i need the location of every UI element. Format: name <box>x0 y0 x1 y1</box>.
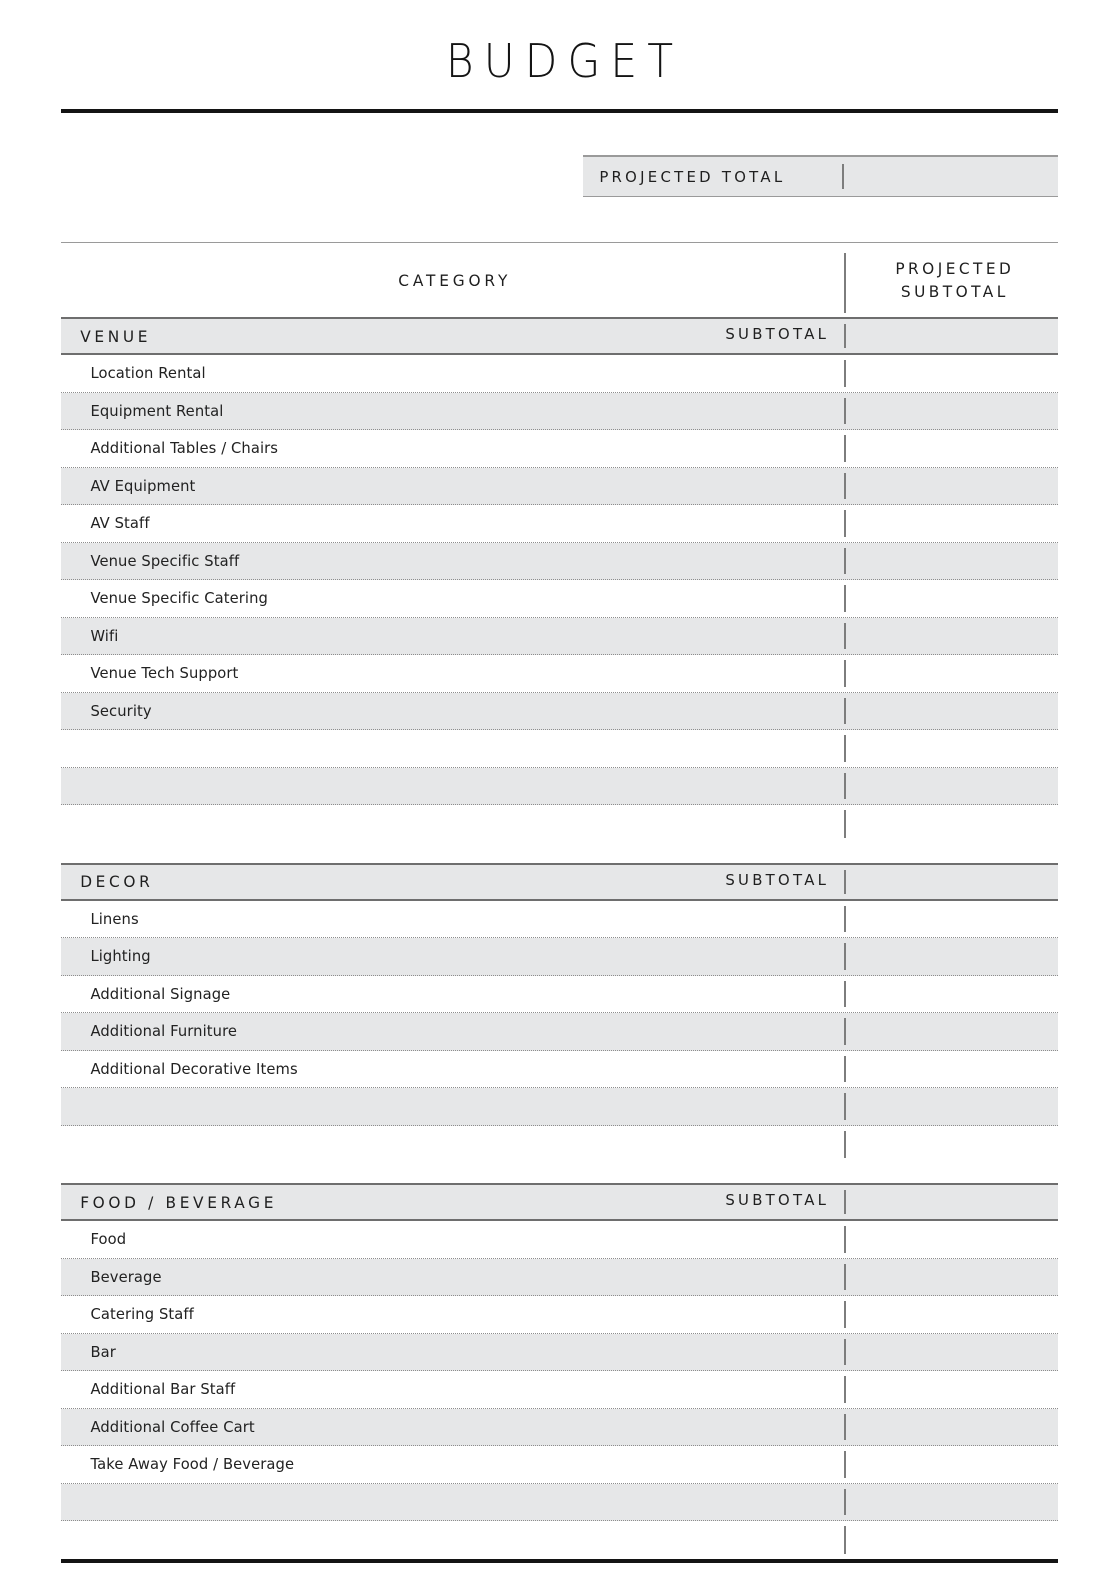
budget-row[interactable] <box>61 1259 1058 1297</box>
row-divider <box>844 1093 846 1120</box>
row-divider <box>844 1489 846 1516</box>
budget-row-label: AV Equipment <box>90 476 196 495</box>
budget-row[interactable] <box>61 1126 1058 1164</box>
section-subtotal-value[interactable] <box>861 319 1048 353</box>
budget-row-value[interactable] <box>861 430 1048 467</box>
title-block <box>0 0 1119 88</box>
section-header-divider <box>844 324 846 348</box>
column-header-subtotal-line2: SUBTOTAL <box>900 282 1009 301</box>
column-header-projected-subtotal <box>844 243 1058 317</box>
budget-row-value[interactable] <box>861 901 1048 938</box>
budget-row-value[interactable] <box>861 468 1048 505</box>
budget-row-label: Additional Bar Staff <box>90 1380 236 1399</box>
budget-row[interactable] <box>61 430 1058 468</box>
budget-row[interactable] <box>61 1371 1058 1409</box>
row-divider <box>844 585 846 612</box>
row-divider <box>844 1226 846 1253</box>
budget-row-label: Additional Coffee Cart <box>90 1417 255 1436</box>
budget-row[interactable] <box>61 1446 1058 1484</box>
budget-row-value[interactable] <box>861 1126 1048 1164</box>
budget-row-value[interactable] <box>861 1221 1048 1258</box>
projected-total-divider <box>842 164 844 189</box>
row-divider <box>844 360 846 387</box>
budget-row-label: Venue Specific Staff <box>90 551 240 570</box>
section-gap <box>61 843 1058 863</box>
budget-row[interactable] <box>61 1484 1058 1522</box>
budget-row[interactable] <box>61 1088 1058 1126</box>
section-name: DECOR <box>80 872 154 891</box>
budget-row[interactable] <box>61 901 1058 939</box>
title-rule <box>61 109 1058 113</box>
budget-row[interactable] <box>61 580 1058 618</box>
projected-total-box[interactable] <box>583 155 1058 197</box>
budget-row-label: Catering Staff <box>90 1305 194 1324</box>
budget-row[interactable] <box>61 1296 1058 1334</box>
row-divider <box>844 1264 846 1291</box>
budget-row-label: Additional Signage <box>90 984 231 1003</box>
section-header-divider <box>844 870 846 894</box>
row-divider <box>844 398 846 425</box>
budget-row-value[interactable] <box>861 618 1048 655</box>
budget-row-label: Equipment Rental <box>90 401 224 420</box>
column-header-divider <box>844 253 846 313</box>
section-header-food-beverage <box>61 1183 1058 1221</box>
budget-row-value[interactable] <box>861 580 1048 617</box>
row-divider <box>844 473 846 500</box>
table-column-headers <box>61 243 1058 317</box>
budget-row-label: Wifi <box>90 626 119 645</box>
column-header-category-label: CATEGORY <box>397 270 511 290</box>
budget-row-label: AV Staff <box>90 514 150 533</box>
section-name: VENUE <box>80 326 152 346</box>
budget-row-value[interactable] <box>861 1484 1048 1521</box>
sections-container <box>61 317 1058 1559</box>
budget-row[interactable] <box>61 393 1058 431</box>
budget-row-label: Take Away Food / Beverage <box>90 1455 295 1474</box>
budget-row-value[interactable] <box>861 976 1048 1013</box>
section-subtotal-label: SUBTOTAL <box>725 1191 829 1209</box>
budget-row-value[interactable] <box>861 1259 1048 1296</box>
budget-row-value[interactable] <box>861 938 1048 975</box>
budget-row-value[interactable] <box>861 1051 1048 1088</box>
row-divider <box>844 1451 846 1478</box>
budget-row-value[interactable] <box>861 655 1048 692</box>
budget-row-value[interactable] <box>861 1334 1048 1371</box>
section-gap <box>61 1163 1058 1183</box>
budget-row[interactable] <box>61 505 1058 543</box>
row-divider <box>844 1526 846 1554</box>
budget-row[interactable] <box>61 1334 1058 1372</box>
budget-row[interactable] <box>61 805 1058 843</box>
section-name: FOOD / BEVERAGE <box>80 1192 278 1212</box>
row-divider <box>844 906 846 933</box>
section-subtotal-label: SUBTOTAL <box>725 325 829 343</box>
section-subtotal-label: SUBTOTAL <box>725 870 829 889</box>
budget-row-value[interactable] <box>861 1446 1048 1483</box>
bottom-rule <box>61 1559 1058 1563</box>
row-divider <box>844 623 846 650</box>
budget-row[interactable] <box>61 976 1058 1014</box>
budget-row-label: Beverage <box>90 1267 162 1286</box>
budget-row-value[interactable] <box>861 1521 1048 1559</box>
row-divider <box>844 773 846 800</box>
section-header-venue <box>61 317 1058 355</box>
budget-row-label: Additional Decorative Items <box>90 1059 298 1078</box>
row-divider <box>844 981 846 1008</box>
projected-total-band <box>61 155 1058 197</box>
budget-row-value[interactable] <box>861 1013 1048 1050</box>
section-header-divider <box>844 1190 846 1214</box>
budget-row-label: Security <box>90 701 152 720</box>
row-divider <box>844 1131 846 1159</box>
section-subtotal-value[interactable] <box>861 865 1048 899</box>
budget-row-value[interactable] <box>861 1371 1048 1408</box>
row-divider <box>844 548 846 575</box>
budget-row[interactable] <box>61 1013 1058 1051</box>
budget-row[interactable] <box>61 543 1058 581</box>
row-divider <box>844 735 846 762</box>
section-header-decor <box>61 863 1058 901</box>
row-divider <box>844 1376 846 1403</box>
row-divider <box>844 1301 846 1328</box>
budget-row-value[interactable] <box>861 768 1048 805</box>
budget-row-value[interactable] <box>861 1296 1048 1333</box>
budget-row[interactable] <box>61 938 1058 976</box>
budget-row[interactable] <box>61 693 1058 731</box>
budget-row[interactable] <box>61 730 1058 768</box>
row-divider <box>844 698 846 725</box>
column-header-category <box>61 243 844 317</box>
budget-row[interactable] <box>61 1409 1058 1447</box>
row-divider <box>844 510 846 537</box>
budget-row-label: Additional Tables / Chairs <box>90 439 279 458</box>
budget-row-label: Bar <box>90 1342 116 1361</box>
row-divider <box>844 435 846 462</box>
row-divider <box>844 1414 846 1441</box>
budget-row[interactable] <box>61 1521 1058 1559</box>
budget-row-value[interactable] <box>861 805 1048 843</box>
budget-row[interactable] <box>61 1221 1058 1259</box>
budget-row-label: Venue Tech Support <box>90 664 239 683</box>
budget-row-value[interactable] <box>861 355 1048 392</box>
budget-row-label: Location Rental <box>90 364 206 383</box>
row-divider <box>844 1056 846 1083</box>
budget-row-value[interactable] <box>861 1409 1048 1446</box>
budget-row[interactable] <box>61 618 1058 656</box>
budget-row-value[interactable] <box>861 505 1048 542</box>
budget-row-label: Lighting <box>90 947 151 966</box>
row-divider <box>844 1018 846 1045</box>
budget-row[interactable] <box>61 1051 1058 1089</box>
row-divider <box>844 943 846 970</box>
budget-row[interactable] <box>61 768 1058 806</box>
budget-row-label: Additional Furniture <box>90 1022 238 1041</box>
row-divider <box>844 810 846 838</box>
budget-row-value[interactable] <box>861 543 1048 580</box>
budget-row-label: Linens <box>90 909 139 928</box>
row-divider <box>844 660 846 687</box>
budget-row[interactable] <box>61 355 1058 393</box>
budget-row-value[interactable] <box>861 730 1048 767</box>
budget-row-value[interactable] <box>861 393 1048 430</box>
budget-table <box>61 242 1058 1559</box>
section-subtotal-value[interactable] <box>861 1185 1048 1219</box>
column-header-projected-subtotal-label <box>888 257 1015 303</box>
page-title: BUDGET <box>445 34 684 88</box>
row-divider <box>844 1339 846 1366</box>
budget-row-value[interactable] <box>861 1088 1048 1125</box>
budget-row[interactable] <box>61 468 1058 506</box>
budget-row-label: Venue Specific Catering <box>90 589 268 608</box>
column-header-subtotal-line1: PROJECTED <box>895 258 1015 278</box>
budget-row[interactable] <box>61 655 1058 693</box>
budget-row-label: Food <box>90 1230 127 1249</box>
budget-row-value[interactable] <box>861 693 1048 730</box>
projected-total-label: PROJECTED TOTAL <box>599 167 786 186</box>
